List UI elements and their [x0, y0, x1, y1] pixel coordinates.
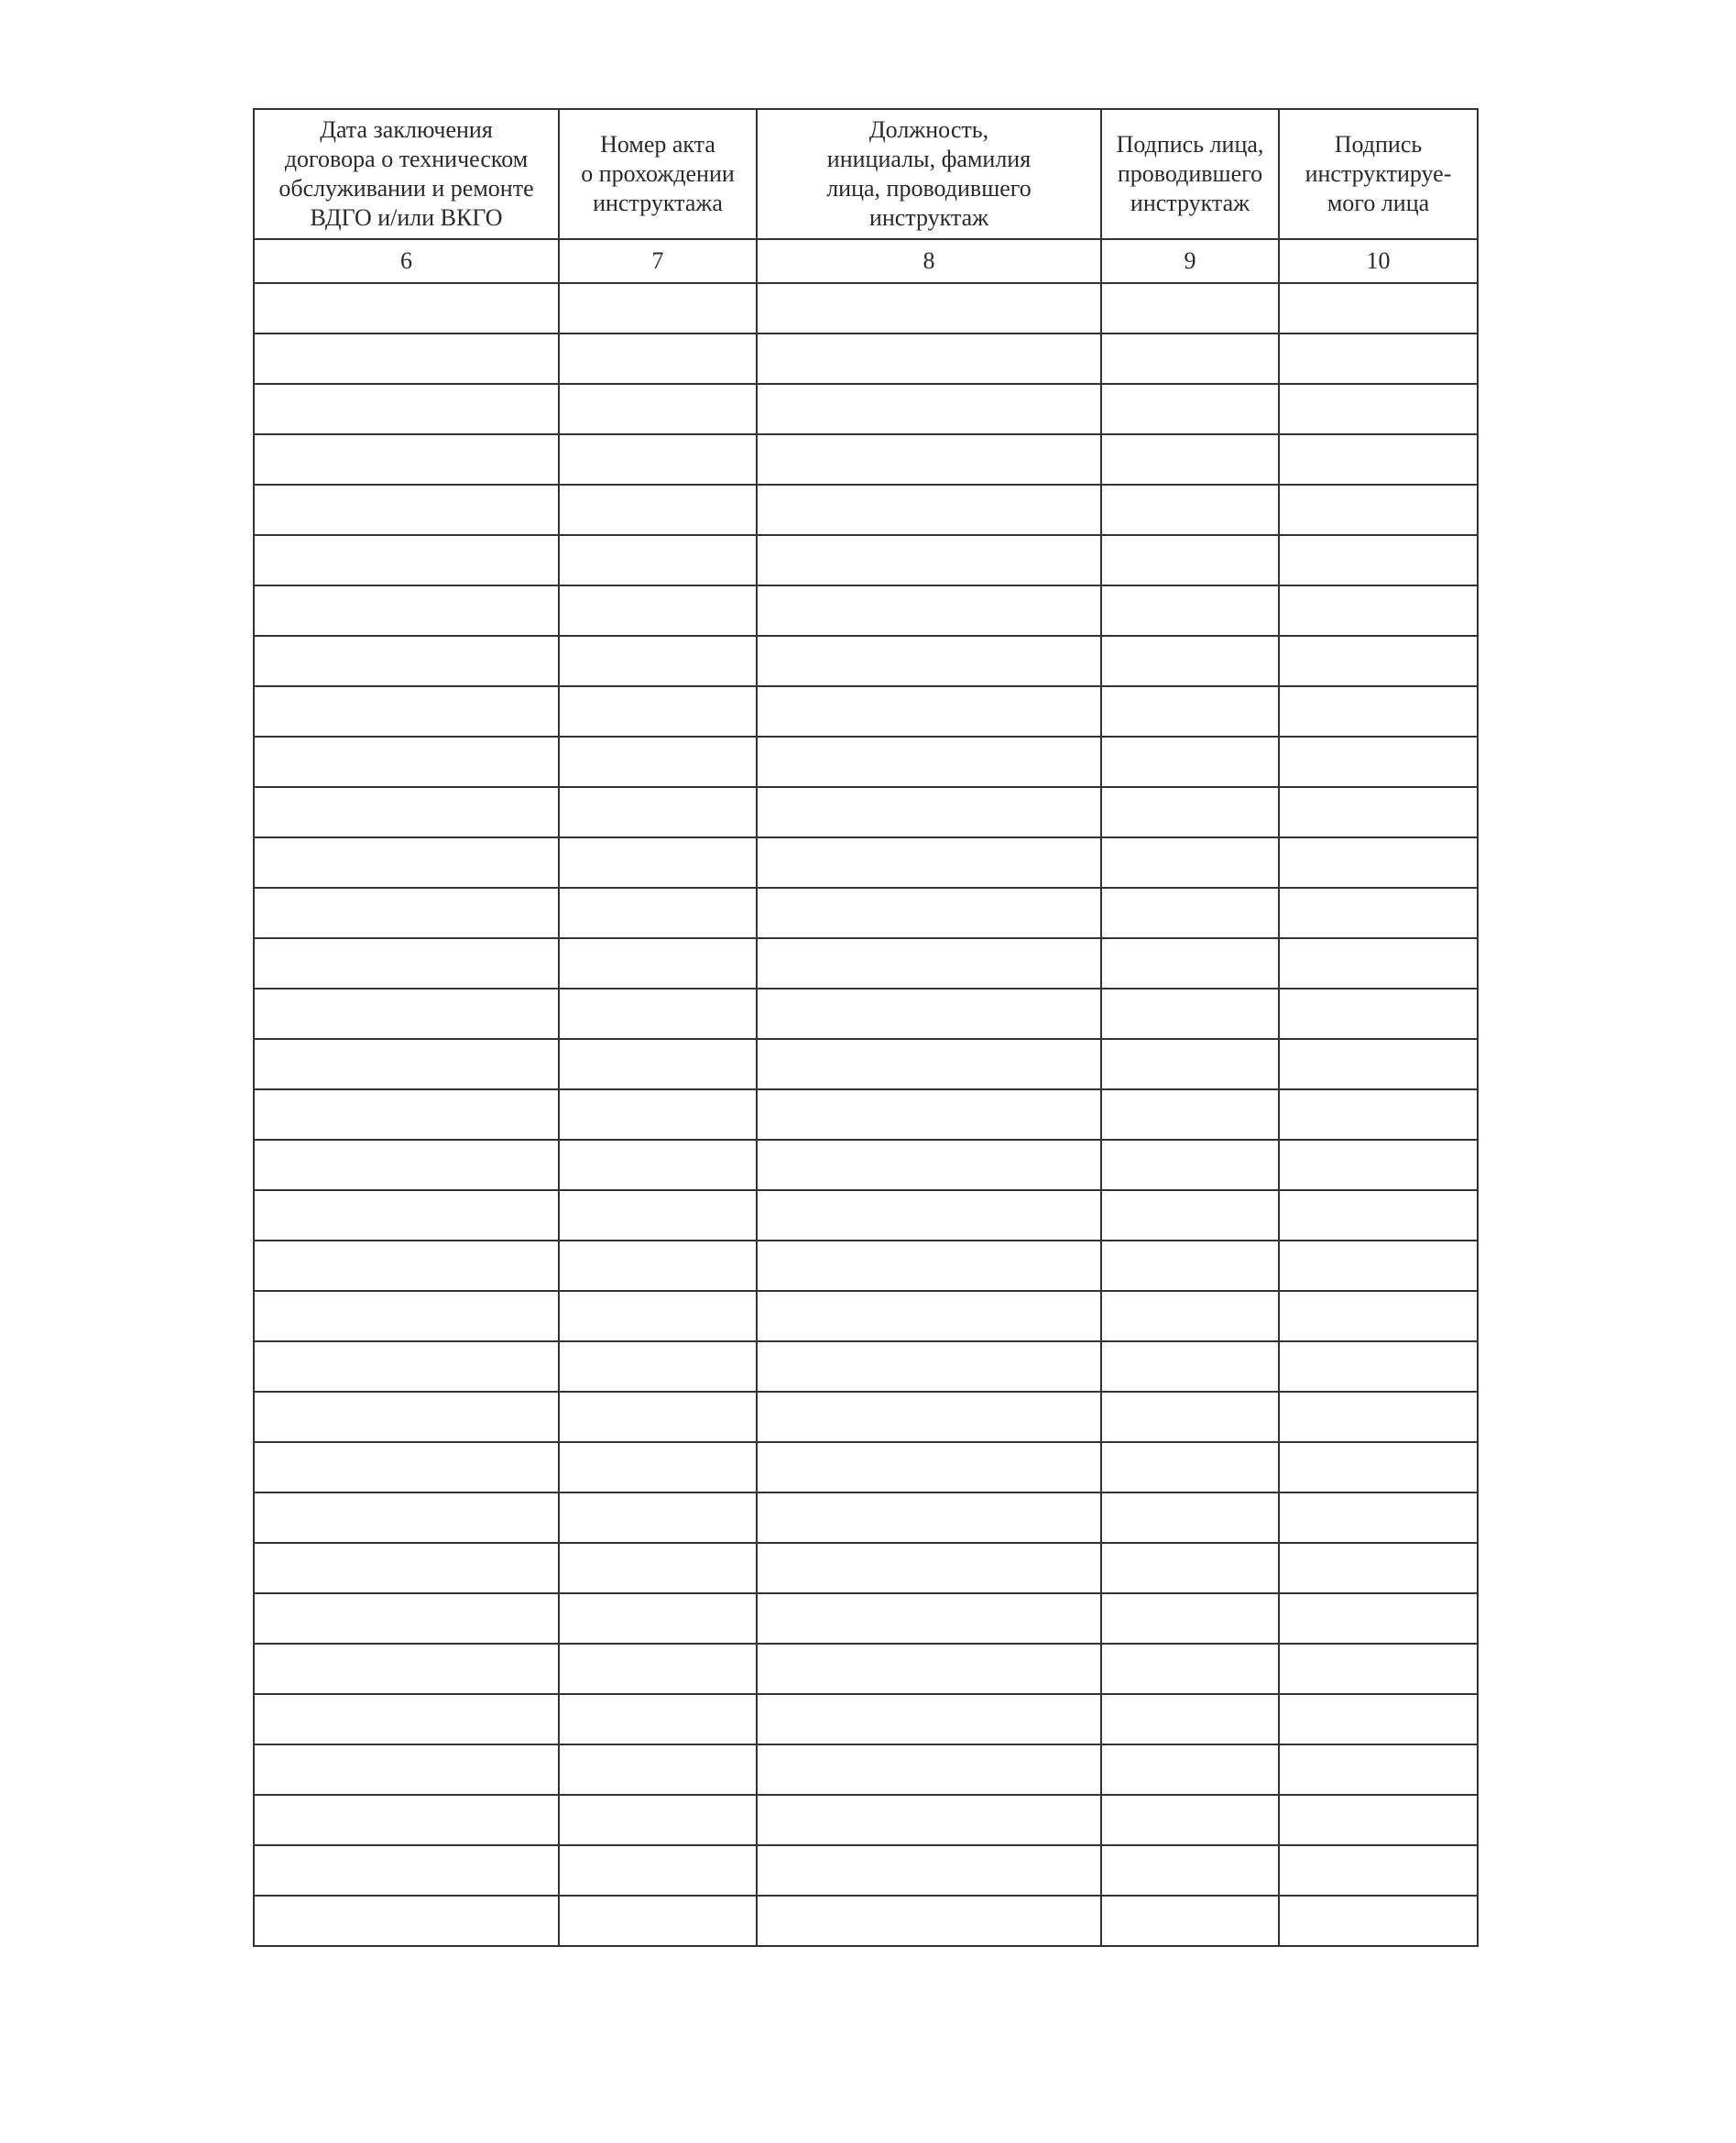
- table-cell: [1279, 1845, 1478, 1896]
- table-cell: [254, 485, 559, 535]
- table-row: [254, 737, 1478, 787]
- table-cell: [757, 938, 1101, 989]
- table-cell: [757, 585, 1101, 636]
- header-act-number: [559, 109, 757, 239]
- table-cell: [1101, 1593, 1279, 1644]
- table-cell: [254, 434, 559, 485]
- table-cell: [559, 333, 757, 384]
- header-contract-date: [254, 109, 559, 239]
- table-cell: [1101, 1341, 1279, 1392]
- table-cell: [1279, 384, 1478, 434]
- table-cell: [1279, 989, 1478, 1039]
- table-cell: [559, 1543, 757, 1593]
- table-cell: [1101, 686, 1279, 737]
- table-cell: [1101, 1392, 1279, 1442]
- table-cell: [1101, 485, 1279, 535]
- table-cell: [757, 1543, 1101, 1593]
- table-cell: [1279, 535, 1478, 585]
- table-cell: [757, 283, 1101, 333]
- table-row: [254, 1744, 1478, 1795]
- table-row: [254, 1392, 1478, 1442]
- table-cell: [757, 1392, 1101, 1442]
- table-cell: [1279, 1341, 1478, 1392]
- column-number: 7: [559, 239, 757, 283]
- table-cell: [254, 1442, 559, 1492]
- table-cell: [757, 1190, 1101, 1241]
- table-cell: [1279, 837, 1478, 888]
- table-cell: [559, 1039, 757, 1089]
- table-cell: [1101, 1291, 1279, 1341]
- table-cell: [559, 1140, 757, 1190]
- table-cell: [254, 1190, 559, 1241]
- table-cell: [1101, 1039, 1279, 1089]
- table-cell: [1101, 1442, 1279, 1492]
- table-cell: [1101, 888, 1279, 938]
- table-cell: [254, 1291, 559, 1341]
- table-row: [254, 1341, 1478, 1392]
- table-cell: [559, 1089, 757, 1140]
- table-cell: [1279, 787, 1478, 837]
- table-cell: [1101, 1543, 1279, 1593]
- table-row: [254, 1896, 1478, 1946]
- table-cell: [254, 585, 559, 636]
- table-cell: [757, 1241, 1101, 1291]
- table-row: [254, 535, 1478, 585]
- table-row: [254, 585, 1478, 636]
- table-cell: [757, 737, 1101, 787]
- table-cell: [1101, 1795, 1279, 1845]
- table-cell: [757, 1644, 1101, 1694]
- table-cell: [1279, 485, 1478, 535]
- table-row: [254, 333, 1478, 384]
- table-cell: [254, 1795, 559, 1845]
- column-number: 6: [254, 239, 559, 283]
- table-cell: [1101, 737, 1279, 787]
- table-cell: [1279, 1089, 1478, 1140]
- table-cell: [1101, 585, 1279, 636]
- table-cell: [1279, 1291, 1478, 1341]
- journal-table: [253, 108, 1479, 1947]
- table-cell: [757, 535, 1101, 585]
- table-row: [254, 686, 1478, 737]
- table-cell: [1101, 1845, 1279, 1896]
- table-cell: [757, 384, 1101, 434]
- table-row: [254, 1543, 1478, 1593]
- table-cell: [1279, 1140, 1478, 1190]
- table-cell: [757, 333, 1101, 384]
- table-cell: [1101, 989, 1279, 1039]
- table-cell: [757, 1593, 1101, 1644]
- table-cell: [254, 1845, 559, 1896]
- table-cell: [559, 535, 757, 585]
- table-cell: [254, 989, 559, 1039]
- table-cell: [559, 485, 757, 535]
- header-instructor-signature: [1101, 109, 1279, 239]
- table-cell: [559, 1291, 757, 1341]
- table-cell: [1101, 1896, 1279, 1946]
- table-cell: [559, 989, 757, 1039]
- table-cell: [1101, 1190, 1279, 1241]
- table-cell: [757, 888, 1101, 938]
- table-cell: [559, 837, 757, 888]
- table-cell: [757, 1039, 1101, 1089]
- table-row: [254, 1291, 1478, 1341]
- table-cell: [559, 1492, 757, 1543]
- table-cell: [757, 1845, 1101, 1896]
- table-cell: [757, 1442, 1101, 1492]
- header-trainee-signature: [1279, 109, 1478, 239]
- table-cell: [1279, 1593, 1478, 1644]
- table-cell: [757, 1089, 1101, 1140]
- table-cell: [1279, 1896, 1478, 1946]
- table-cell: [1101, 283, 1279, 333]
- table-cell: [559, 737, 757, 787]
- table-cell: [1279, 1442, 1478, 1492]
- table-cell: [559, 1896, 757, 1946]
- table-cell: [1279, 434, 1478, 485]
- table-row: [254, 1039, 1478, 1089]
- table-header-row: [254, 109, 1478, 239]
- table-cell: [1101, 1241, 1279, 1291]
- table-cell: [757, 686, 1101, 737]
- table-cell: [254, 837, 559, 888]
- table-cell: [1101, 1694, 1279, 1744]
- table-cell: [559, 1694, 757, 1744]
- table-cell: [757, 989, 1101, 1039]
- table-cell: [1279, 585, 1478, 636]
- table-cell: [559, 686, 757, 737]
- table-cell: [1101, 1644, 1279, 1694]
- table-cell: [1279, 888, 1478, 938]
- table-cell: [1101, 1492, 1279, 1543]
- table-cell: [254, 283, 559, 333]
- table-row: [254, 434, 1478, 485]
- table-cell: [559, 1341, 757, 1392]
- table-cell: [254, 787, 559, 837]
- table-cell: [559, 1795, 757, 1845]
- table-cell: [1101, 1140, 1279, 1190]
- table-cell: [254, 1543, 559, 1593]
- table-cell: [1279, 1039, 1478, 1089]
- table-cell: [1279, 1543, 1478, 1593]
- table-cell: [1279, 636, 1478, 686]
- table-cell: [559, 283, 757, 333]
- table-cell: [254, 535, 559, 585]
- table-cell: [1279, 1190, 1478, 1241]
- table-row: [254, 1241, 1478, 1291]
- table-cell: [254, 938, 559, 989]
- table-row: [254, 1140, 1478, 1190]
- table-cell: [1101, 333, 1279, 384]
- table-cell: [757, 1694, 1101, 1744]
- table-cell: [254, 1341, 559, 1392]
- table-cell: [757, 434, 1101, 485]
- table-cell: [1101, 434, 1279, 485]
- table-cell: [1279, 686, 1478, 737]
- table-cell: [559, 1644, 757, 1694]
- column-number: 8: [757, 239, 1101, 283]
- table-cell: [757, 787, 1101, 837]
- table-row: [254, 938, 1478, 989]
- table-cell: [1279, 1241, 1478, 1291]
- header-act-number-label: Номер акта о прохождении инструктажа: [581, 131, 735, 216]
- table-cell: [254, 1593, 559, 1644]
- table-cell: [757, 1492, 1101, 1543]
- table-cell: [1279, 1644, 1478, 1694]
- table-cell: [757, 1795, 1101, 1845]
- table-row: [254, 1795, 1478, 1845]
- table-row: [254, 1845, 1478, 1896]
- table-cell: [1101, 535, 1279, 585]
- table-cell: [1101, 787, 1279, 837]
- table-cell: [1101, 636, 1279, 686]
- table-cell: [254, 333, 559, 384]
- table-cell: [559, 636, 757, 686]
- table-cell: [254, 1744, 559, 1795]
- header-trainee-signature-label: Подпись инструктируе- мого лица: [1305, 131, 1452, 216]
- table-cell: [757, 1744, 1101, 1795]
- table-cell: [559, 1241, 757, 1291]
- table-row: [254, 837, 1478, 888]
- table-cell: [254, 384, 559, 434]
- table-cell: [1279, 938, 1478, 989]
- table-cell: [254, 1241, 559, 1291]
- table-row: [254, 384, 1478, 434]
- table-row: [254, 1644, 1478, 1694]
- table-cell: [1279, 737, 1478, 787]
- table-cell: [757, 1341, 1101, 1392]
- table-row: [254, 1190, 1478, 1241]
- header-contract-date-label: Дата заключения договора о техническом обслуживании и ремонте ВДГО и/или ВКГО: [278, 116, 534, 231]
- table-cell: [1279, 1392, 1478, 1442]
- table-cell: [254, 1896, 559, 1946]
- table-row: [254, 1089, 1478, 1140]
- table-cell: [559, 938, 757, 989]
- table-row: [254, 989, 1478, 1039]
- column-number: 9: [1101, 239, 1279, 283]
- table-cell: [757, 485, 1101, 535]
- header-instructor-signature-label: Подпись лица, проводившего инструктаж: [1116, 131, 1264, 216]
- table-cell: [559, 434, 757, 485]
- table-cell: [254, 1089, 559, 1140]
- table-cell: [254, 1039, 559, 1089]
- table-row: [254, 1694, 1478, 1744]
- table-cell: [1101, 837, 1279, 888]
- table-cell: [559, 1190, 757, 1241]
- table-cell: [757, 1896, 1101, 1946]
- table-cell: [559, 787, 757, 837]
- table-cell: [254, 888, 559, 938]
- table-row: [254, 283, 1478, 333]
- table-cell: [254, 1140, 559, 1190]
- table-row: [254, 1492, 1478, 1543]
- table-cell: [559, 1392, 757, 1442]
- table-cell: [757, 1140, 1101, 1190]
- header-instructor-name-label: Должность, инициалы, фамилия лица, проводившего инструктаж: [826, 116, 1032, 231]
- table-cell: [1279, 1795, 1478, 1845]
- table-cell: [1279, 333, 1478, 384]
- table-row: [254, 1442, 1478, 1492]
- table-cell: [1279, 283, 1478, 333]
- table-cell: [254, 686, 559, 737]
- table-cell: [254, 1492, 559, 1543]
- table-cell: [757, 837, 1101, 888]
- table-row: [254, 787, 1478, 837]
- table-cell: [1101, 384, 1279, 434]
- table-cell: [254, 737, 559, 787]
- table-cell: [1101, 1744, 1279, 1795]
- table-cell: [254, 636, 559, 686]
- table-cell: [559, 888, 757, 938]
- table-row: [254, 888, 1478, 938]
- column-number-row: [254, 239, 1478, 283]
- table-cell: [254, 1392, 559, 1442]
- table-cell: [559, 585, 757, 636]
- table-row: [254, 636, 1478, 686]
- table-cell: [559, 1593, 757, 1644]
- table-cell: [559, 1442, 757, 1492]
- table-cell: [1279, 1694, 1478, 1744]
- table-row: [254, 1593, 1478, 1644]
- table-cell: [757, 636, 1101, 686]
- table-row: [254, 485, 1478, 535]
- table-cell: [1101, 938, 1279, 989]
- table-cell: [559, 384, 757, 434]
- table-cell: [757, 1291, 1101, 1341]
- column-number: 10: [1279, 239, 1478, 283]
- table-cell: [254, 1644, 559, 1694]
- table-cell: [559, 1744, 757, 1795]
- header-instructor-name: [757, 109, 1101, 239]
- table-cell: [1101, 1089, 1279, 1140]
- table-body: [254, 283, 1478, 1946]
- table-cell: [1279, 1492, 1478, 1543]
- table-cell: [559, 1845, 757, 1896]
- table-cell: [254, 1694, 559, 1744]
- table-cell: [1279, 1744, 1478, 1795]
